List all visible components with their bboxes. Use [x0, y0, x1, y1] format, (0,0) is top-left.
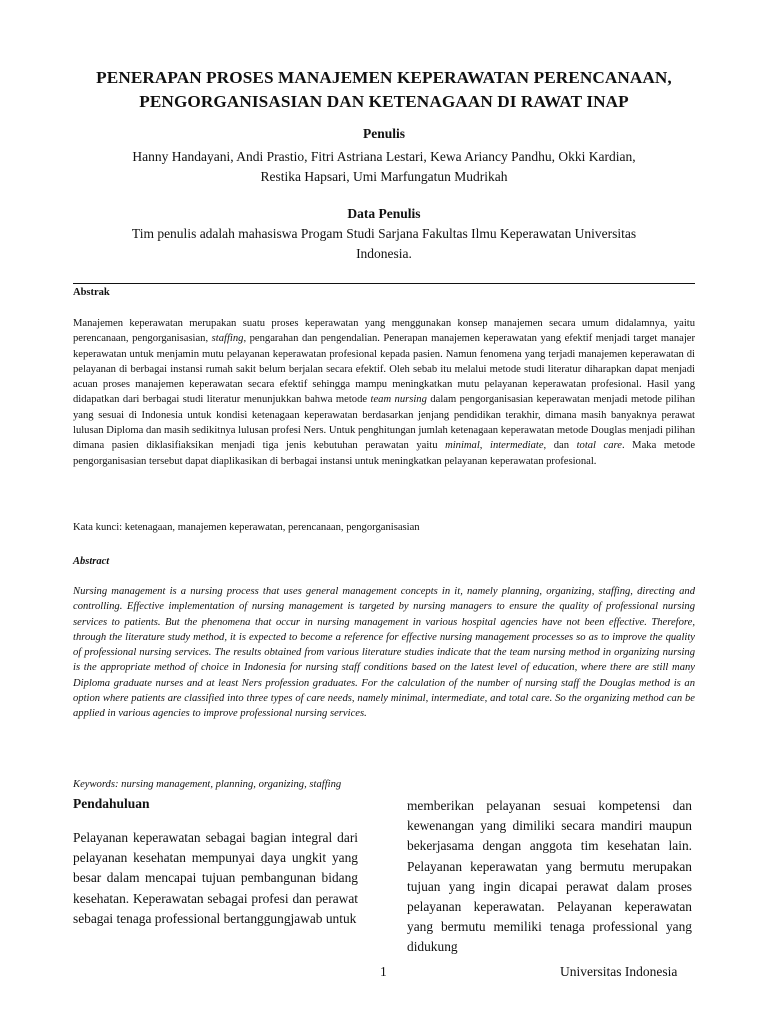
- abstrak-term-intermediate: intermediate: [490, 440, 544, 452]
- authors-line-2: Restika Hapsari, Umi Marfungatun Mudrikah: [260, 168, 508, 184]
- abstrak-term-staffing: staffing: [211, 333, 244, 345]
- title-line-2: PENGORGANISASIAN DAN KETENAGAAN DI RAWAT INAP: [139, 92, 629, 111]
- abstrak-paragraph: [73, 316, 695, 469]
- data-penulis-heading: Data Penulis: [347, 206, 421, 221]
- abstrak-term-total-care: total care: [576, 440, 622, 452]
- abstrak-text-3: dalam pengorganisasian keperawatan menjadi metode pilihan yang sesuai di Indonesia untuk kondisi ketenagaan keperawatan berdasarkan jenjang pendidikan terakhir, dimana masih banyaknya perawat lulusan Diploma dan masih sedikitnya lulusan profesi Ners. Untuk penghitungan jumlah ketenagaan keperawatan metode Douglas menjadi pilihan dimana pasien diklasifiaksikan menjadi tiga jenis kebutuhan perawatan yaitu: [73, 394, 695, 452]
- keywords: Keywords: nursing management, planning, organizing, staffing: [73, 779, 342, 790]
- abstrak-text-1: Manajemen keperawatan merupakan suatu proses keperawatan yang menggunakan konsep manajemen secara umum didalamnya, yaitu perencanaan, pengorganisasian,: [73, 318, 695, 345]
- kata-kunci: Kata kunci: ketenagaan, manajemen keperawatan, perencanaan, pengorganisasian: [73, 522, 420, 533]
- divider-line: [73, 283, 695, 284]
- abstrak-label: Abstrak: [73, 287, 110, 298]
- abstract-label: Abstract: [73, 556, 110, 567]
- paper-title: [60, 66, 708, 114]
- abstrak-sep-1: ,: [479, 440, 490, 452]
- data-penulis-line-1: Tim penulis adalah mahasiswa Progam Studi Sarjana Fakultas Ilmu Keperawatan Universitas: [131, 226, 637, 241]
- abstrak-text-4: . Maka metode pengorganisasian tersebut dapat diaplikasikan di berbagai instansi untuk meningkatkan pelayanan keperawatan profesional.: [73, 440, 696, 467]
- data-penulis-line-2: Indonesia.: [356, 245, 412, 261]
- abstract-paragraph: Nursing management is a nursing process that uses general management concepts in it, namely planning, organizing, staffing, directing and controlling. Effective implementation of nursing management is targeted by nursing managers to ensure the quality of professional nursing services to patients. But the phenomena that occur in nursing management in various hospital agencies have not been effective. Therefore, through the literature study method, it is expected to become a reference for effective nursing management processes so as to improve the quality of professional nursing services. The results obtained from various literature studies indicate that the team nursing method in organizing nursing is the appropriate method of choice in Indonesia for nursing staff conditions based on the latest level of education, where there are still many Diploma graduate nurses and at least Ners profession graduates. For the calculation of the number of nursing staff the Douglas method is an option where patients are classified into three types of care needs, namely minimal, intermediate, and total care. So the organizing method can be applied in various agencies to improve professional nursing services.: [73, 586, 695, 720]
- authors-line-1: Hanny Handayani, Andi Prastio, Fitri Astriana Lestari, Kewa Ariancy Pandhu, Okki Kardian,: [132, 149, 636, 164]
- footer-institution: Universitas Indonesia: [560, 964, 678, 979]
- penulis-heading: Penulis: [362, 126, 405, 141]
- abstrak-term-minimal: minimal: [445, 440, 480, 452]
- abstrak-sep-2: , dan: [543, 440, 577, 452]
- data-penulis-text: [76, 224, 692, 263]
- abstrak-term-team-nursing: team nursing: [370, 394, 427, 406]
- pendahuluan-heading: Pendahuluan: [73, 796, 150, 811]
- left-column-text: Pelayanan keperawatan sebagai bagian integral dari pelayanan kesehatan mempunyai daya ungkit yang besar dalam mencapai tujuan pembangunan bidang kesehatan. Keperawatan sebagai profesi dan perawat sebagai tenaga professional bertanggungjawab untuk: [73, 830, 358, 926]
- abstrak-text-2: , pengarahan dan pengendalian. Penerapan manajemen keperawatan yang efektif menjadi target manajer keperawatan untuk menjamin mutu pelayanan keperawatan profesional kepada pasien. Namun fenomena yang terjadi manajemen keperawatan di pelayanan di berbagai instansi rumah sakit belum berjalan secara efektif. Oleh sebab itu melalui metode studi literatur diharapkan dapat menjadi acuan proses manajemen keperawatan secara efektif sehingga mampu meningkatkan mutu pelayanan keperawatan profesional. Hasil yang didapatkan dari berbagai studi literatur menunjukkan bahwa metode: [73, 333, 695, 406]
- page-number: 1: [380, 964, 387, 979]
- authors: [76, 147, 692, 186]
- title-line-1: PENERAPAN PROSES MANAJEMEN KEPERAWATAN PERENCANAAN,: [96, 68, 672, 87]
- right-column-text: memberikan pelayanan sesuai kompetensi dan kewenangan yang dimiliki secara mandiri maupun bekerjasama dengan anggota tim kesehatan lain. Pelayanan keperawatan yang bermutu merupakan tujuan yang ingin dicapai perawat dalam proses pelayanan keperawatan. Pelayanan keperawatan yang bermutu memiliki tenaga professional yang didukung: [407, 798, 692, 955]
